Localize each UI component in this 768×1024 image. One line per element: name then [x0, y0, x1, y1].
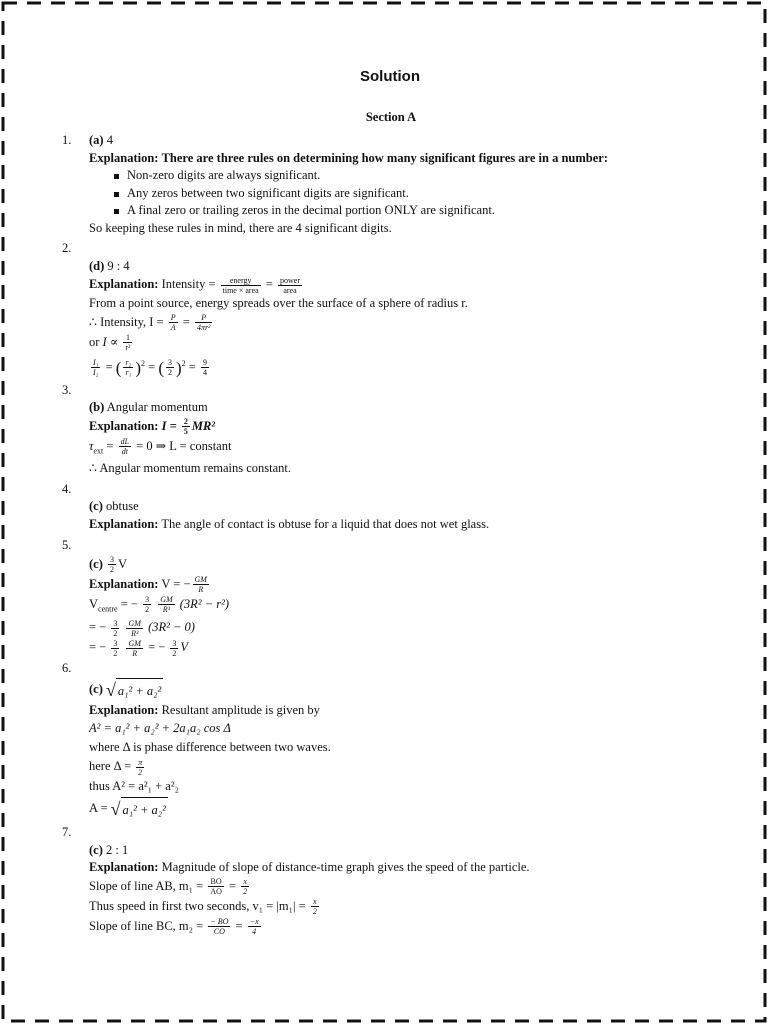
answer-option: (b)	[89, 400, 105, 415]
fraction: $\frac{- BO}{CO}$	[210, 917, 229, 937]
amplitude-result: A = √ a₁² + a₂²	[89, 797, 712, 821]
answer-line: (c) $\frac{3}{2}$ V	[89, 555, 128, 575]
vcentre-step: = − $\frac{3}{2}$ $\frac{GM}{\text{R³}}$ (3R² − 0)	[89, 618, 195, 638]
where-text: where Δ is phase difference between two waves.	[89, 740, 331, 755]
answer-option: (c)	[89, 499, 103, 514]
list-item: Non-zero digits are always significant.	[111, 167, 712, 185]
section-title: Section A	[365, 110, 417, 124]
explanation-line: Explanation: Intensity = $\frac{\text{energy}}{\text{time × area}}$ = $\frac{\text{power}}{\text{area}}$	[89, 275, 300, 295]
question-6	[62, 660, 712, 821]
explanation-label: Explanation:	[89, 516, 159, 531]
answer-text: 2 : 1	[106, 842, 129, 857]
answer-text: 9 : 4	[107, 258, 130, 273]
fraction: $\frac{GM}{\text{R³}}$	[160, 595, 173, 615]
explanation-text: Resultant amplitude is given by	[161, 702, 320, 717]
fraction: $\frac{BO}{AO}$	[210, 877, 222, 897]
sqrt-expression: √ a₁² + a₂²	[110, 799, 166, 820]
answer-option: (c)	[89, 556, 103, 571]
explanation-line: Explanation: V = − $\frac{GM}{R}$	[89, 575, 207, 595]
point-source-text: From a point source, energy spreads over the surface of a sphere of radius r.	[89, 296, 468, 310]
question-number: 7.	[62, 825, 72, 840]
question-5	[62, 537, 712, 658]
answer-text: obtuse	[106, 499, 139, 514]
answer-line	[89, 842, 712, 860]
answer-line	[89, 132, 712, 150]
answer-option: (c)	[89, 842, 103, 857]
fraction: $\frac{\text{I₁}}{\text{I₂}}$	[93, 358, 99, 378]
vcentre-result: = − $\frac{3}{2}$ $\frac{GM}{R}$ = − $\frac{3}{2}$ V	[89, 638, 189, 658]
explanation-line	[89, 702, 712, 720]
vcentre-line: $V_{centre}$ = − $\frac{3}{2}$ $\frac{GM}{\text{R³}}$ (3R² − r²)	[89, 595, 230, 615]
answer-text: 4	[106, 133, 113, 147]
explanation-text: The angle of contact is obtuse for a liquid that does not wet glass.	[161, 516, 490, 531]
question-number: 3.	[62, 382, 72, 397]
slope-bc-line: Slope of line BC, m₂ = $\frac{- BO}{CO}$ = $\frac{-x}{4}$	[89, 917, 259, 937]
phase-line: here Δ = $\frac{\pi}{2}$	[89, 757, 143, 777]
list-item: Any zeros between two significant digits are significant.	[111, 185, 712, 203]
fraction: $\frac{1}{\text{r²}}$	[125, 333, 131, 353]
question-3	[62, 382, 712, 478]
explanation-text: Magnitude of slope of distance-time graph gives the speed of the particle.	[161, 860, 530, 875]
explanation-text: There are three rules on determining how many significant figures are in a number:	[161, 150, 608, 165]
sqrt-expression: √ a₁² + a₂²	[106, 679, 162, 700]
explanation-label: Explanation:	[89, 418, 159, 433]
fraction: $\frac{3}{2}$	[172, 638, 177, 658]
proportionality-line: or I ∝ $\frac{1}{\text{r²}}$	[89, 333, 131, 353]
answer-line	[89, 258, 712, 276]
fraction: $\frac{-x}{4}$	[249, 917, 259, 937]
answer-line	[89, 399, 712, 417]
fraction: $\frac{3}{2}$	[168, 358, 172, 378]
fraction: $\frac{x}{2}$	[243, 877, 248, 897]
fraction: $\frac{P}{A}$	[170, 313, 176, 333]
explanation-line: Explanation: I = $\frac{2}{5}$ MR²	[89, 417, 216, 437]
question-4	[62, 481, 712, 534]
explanation-label: Explanation:	[89, 702, 159, 717]
explanation-label: Explanation:	[89, 576, 159, 591]
fraction: $\frac{dL}{dt}$	[120, 437, 130, 457]
answer-line	[89, 678, 712, 702]
question-7	[62, 824, 712, 937]
fraction: $\frac{\text{energy}}{\text{time × area}}$	[222, 275, 259, 295]
answer-line	[89, 498, 712, 516]
page-title: Solution	[360, 68, 420, 85]
amplitude-formula: A² = a₁² + a₂² + 2a₁a₂ cos Δ	[89, 721, 231, 736]
intensity-formula: ∴ Intensity, I = $\frac{P}{A}$ = $\frac{P}{\text{4πr²}}$	[89, 313, 211, 333]
rules-list	[89, 167, 712, 220]
question-number: 2.	[62, 241, 72, 255]
question-number: 6.	[62, 661, 72, 676]
explanation-label: Explanation:	[89, 860, 159, 875]
ratio-line: $\frac{\text{I₁}}{\text{I₂}}$ = ( $\frac{\text{r₂}}{\text{r₁}}$ )$^2$ = ( $\frac{3}{2}$ )$^2$ = $\frac{9}{4}$	[93, 357, 207, 378]
explanation-line	[89, 859, 712, 877]
conclusion-text: So keeping these rules in mind, there are 4 significant digits.	[89, 220, 392, 235]
fraction: $\frac{P}{\text{4πr²}}$	[196, 313, 211, 333]
question-1	[62, 132, 712, 237]
explanation-line	[89, 150, 712, 168]
fraction: $\frac{GM}{R}$	[128, 638, 141, 658]
question-number: 4.	[62, 481, 72, 496]
fraction: $\frac{2}{5}$	[183, 417, 188, 437]
fraction: $\frac{3}{2}$	[113, 618, 118, 638]
explanation-label: Explanation:	[89, 150, 159, 165]
list-item: A final zero or trailing zeros in the decimal portion ONLY are significant.	[111, 202, 712, 220]
fraction: $\frac{\pi}{2}$	[138, 757, 143, 777]
slope-ab-line: Slope of line AB, m₁ = $\frac{BO}{AO}$ = $\frac{x}{2}$	[89, 877, 248, 897]
question-number: 5.	[62, 538, 72, 553]
question-2	[62, 240, 712, 379]
explanation-label: Explanation:	[89, 277, 159, 291]
answer-text: Angular momentum	[106, 400, 208, 415]
fraction: $\frac{3}{2}$	[145, 595, 150, 615]
fraction: $\frac{\text{power}}{\text{area}}$	[280, 275, 300, 295]
fraction: $\frac{GM}{R}$	[194, 575, 207, 595]
thus-line: thus A² = a²₁ + a²₂	[89, 778, 179, 793]
fraction: $\frac{GM}{\text{R³}}$	[128, 618, 141, 638]
fraction: $\frac{9}{4}$	[202, 358, 207, 378]
fraction: $\frac{\text{r₂}}{\text{r₁}}$	[125, 358, 132, 378]
question-number: 1.	[62, 133, 72, 147]
fraction: $\frac{x}{2}$	[312, 897, 317, 917]
answer-option: (d)	[89, 258, 105, 273]
speed-line: Thus speed in first two seconds, v₁ = |m₁| = $\frac{x}{2}$	[89, 897, 317, 917]
fraction: $\frac{3}{2}$	[113, 638, 118, 658]
answer-option: (c)	[89, 681, 103, 696]
intensity-text: Intensity =	[161, 277, 216, 291]
solution-page	[62, 64, 712, 937]
answer-option: (a)	[89, 133, 104, 147]
conclusion-text: ∴ Angular momentum remains constant.	[89, 461, 292, 476]
fraction: $\frac{3}{2}$	[110, 555, 114, 575]
torque-line: $\tau_{ext}$ = $\frac{dL}{dt}$ = 0 ⇒ L = constant	[89, 437, 232, 457]
explanation-line	[89, 516, 712, 534]
